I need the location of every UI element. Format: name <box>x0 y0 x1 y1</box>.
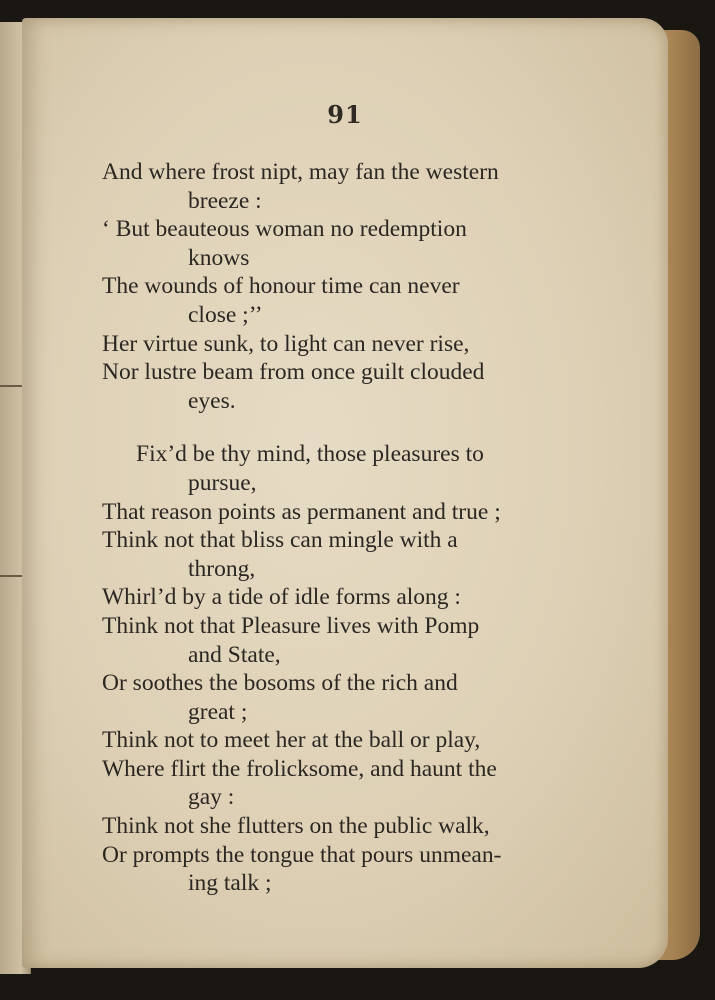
poem-text <box>102 158 642 898</box>
poem-line: Her virtue sunk, to light can never rise, <box>102 330 470 357</box>
poem-line: Or prompts the tongue that pours unmean- <box>102 841 502 868</box>
poem-line: And where frost nipt, may fan the western <box>102 159 499 185</box>
poem-line-continuation: ing talk ; <box>188 870 272 897</box>
poem-line: Fix’d be thy mind, those pleasures to <box>136 441 484 468</box>
poem-line: Think not she flutters on the public walk, <box>102 813 490 840</box>
poem-line-continuation: breeze : <box>188 187 262 214</box>
poem-line-continuation: throng, <box>188 555 256 582</box>
poem-line: Or soothes the bosoms of the rich and <box>102 670 458 697</box>
poem-line: Think not that Pleasure lives with Pomp <box>102 612 480 639</box>
poem-line: Whirl’d by a tide of idle forms along : <box>102 584 461 611</box>
poem-line-continuation: gay : <box>188 784 235 811</box>
poem-line-continuation: great ; <box>188 698 248 725</box>
poem-line: The wounds of honour time can never <box>102 273 460 300</box>
poem-line-continuation: eyes. <box>188 387 236 414</box>
poem-line: Where flirt the frolicksome, and haunt the <box>102 755 497 782</box>
poem-line-continuation: pursue, <box>188 469 257 496</box>
poem-line: That reason points as permanent and true ; <box>102 498 501 525</box>
poem-line: Think not to meet her at the ball or play, <box>102 727 481 754</box>
poem-line-continuation: close ;’’ <box>188 301 263 328</box>
book-page <box>22 18 668 968</box>
page-number: 91 <box>327 100 363 129</box>
poem-line: Think not that bliss can mingle with a <box>102 527 458 554</box>
poem-line: Nor lustre beam from once guilt clouded <box>102 359 485 386</box>
poem-line: ‘ But beauteous woman no redemption <box>102 216 467 243</box>
poem-line-continuation: and State, <box>188 641 281 668</box>
poem-line-continuation: knows <box>188 244 250 271</box>
